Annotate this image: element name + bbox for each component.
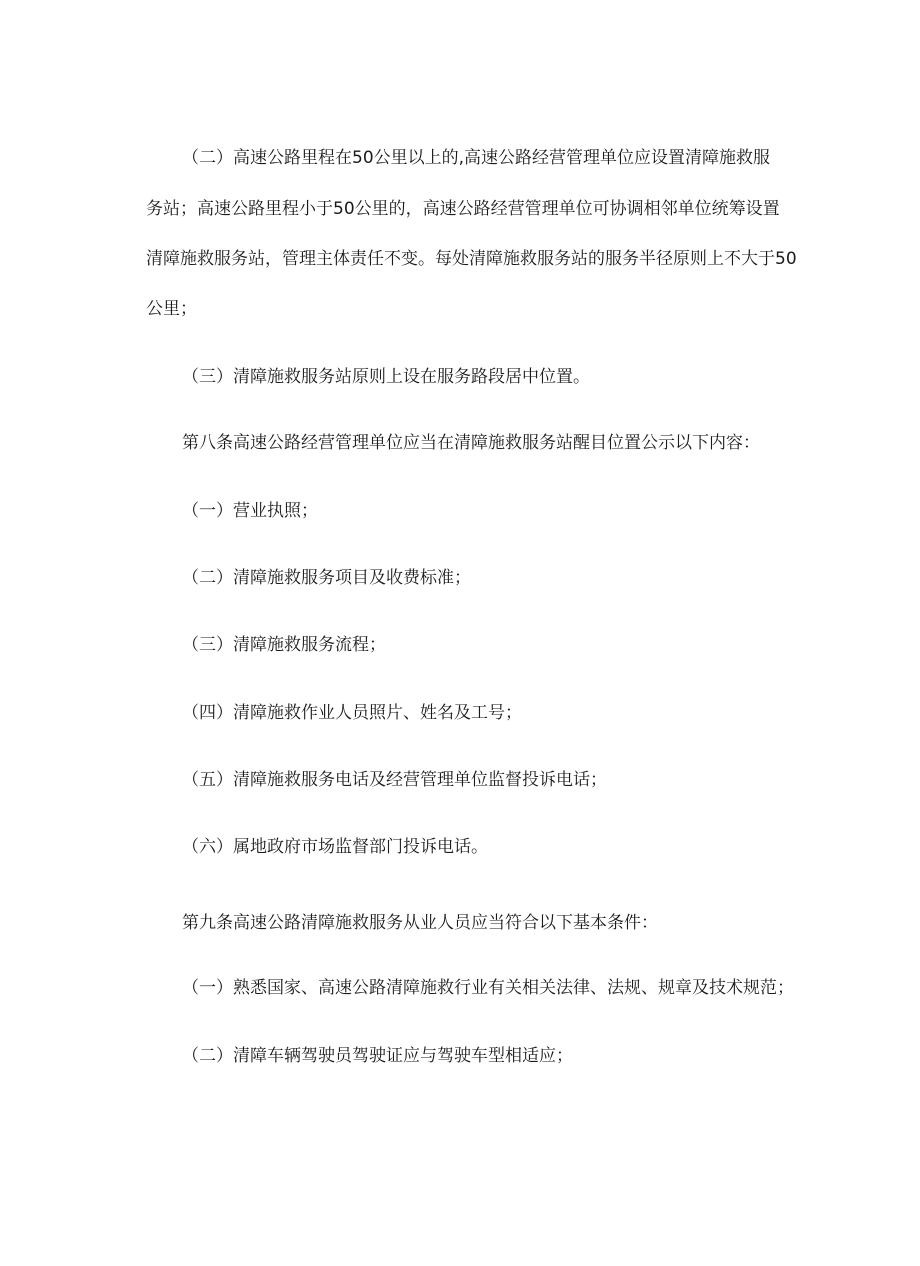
article-heading-line: 第九条高速公路清障施救服务从业人员应当符合以下基本条件： (182, 913, 658, 933)
list-item: （六）属地政府市场监督部门投诉电话。 (182, 837, 488, 857)
list-item: （五）清障施救服务电话及经营管理单位监督投诉电话； (182, 770, 607, 790)
list-item: （四）清障施救作业人员照片、姓名及工号； (182, 703, 522, 723)
list-item: （二）清障车辆驾驶员驾驶证应与驾驶车型相适应； (182, 1046, 573, 1066)
paragraph-line: （二）高速公路里程在50公里以上的,高速公路经营管理单位应设置清障施救服 (182, 148, 771, 168)
paragraph-line: 公里； (146, 299, 197, 319)
list-item: （二）清障施救服务项目及收费标准； (182, 568, 471, 588)
paragraph-line: （三）清障施救服务站原则上设在服务路段居中位置。 (182, 367, 590, 387)
paragraph-line: 清障施救服务站，管理主体责任不变。每处清障施救服务站的服务半径原则上不大于50 (146, 249, 797, 269)
list-item: （一）营业执照； (182, 501, 318, 521)
article-heading-line: 第八条高速公路经营管理单位应当在清障施救服务站醒目位置公示以下内容： (182, 433, 760, 453)
list-item: （三）清障施救服务流程； (182, 635, 386, 655)
list-item: （一）熟悉国家、高速公路清障施救行业有关相关法律、法规、规章及技术规范； (182, 978, 794, 998)
paragraph-line: 务站；高速公路里程小于50公里的，高速公路经营管理单位可协调相邻单位统筹设置 (146, 199, 780, 219)
